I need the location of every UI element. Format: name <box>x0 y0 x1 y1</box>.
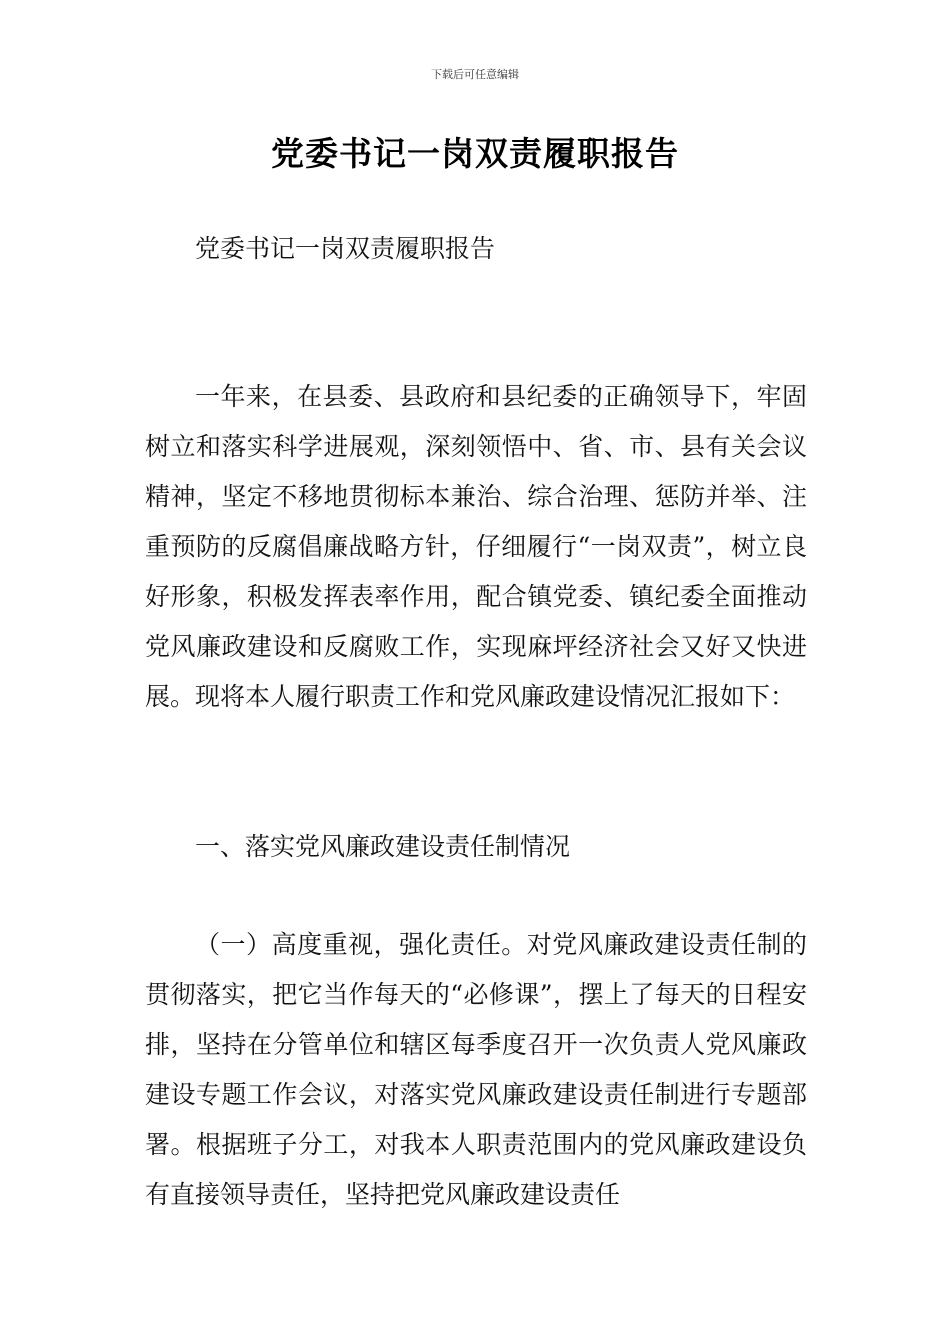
section-1-item-1-paragraph: （一）高度重视，强化责任。对党风廉政建设责任制的贯彻落实，把它当作每天的“必修课”，摆上了每天的日程安排，坚持在分管单位和辖区每季度召开一次负责人党风廉政建设专题工作会议，对落实党风廉政建设责任制进行专题部署。根据班子分工，对我本人职责范围内的党风廉政建设负有直接领导责任，坚持把党风廉政建设责任 <box>145 930 807 1209</box>
intro-paragraph: 一年来，在县委、县政府和县纪委的正确领导下，牢固树立和落实科学进展观，深刻领悟中、省、市、县有关会议精神，坚定不移地贯彻标本兼治、综合治理、惩防并举、注重预防的反腐倡廉战略方针，仔细履行“一岗双责”，树立良好形象，积极发挥表率作用，配合镇党委、镇纪委全面推动党风廉政建设和反腐败工作，实现麻坪经济社会又好又快进展。现将本人履行职责工作和党风廉政建设情况汇报如下： <box>145 382 807 711</box>
document-title: 党委书记一岗双责履职报告 <box>271 134 679 173</box>
header-note: 下载后可任意编辑 <box>431 68 519 81</box>
document-subtitle: 党委书记一岗双责履职报告 <box>195 234 496 263</box>
section-heading-1: 一、落实党风廉政建设责任制情况 <box>195 832 571 861</box>
